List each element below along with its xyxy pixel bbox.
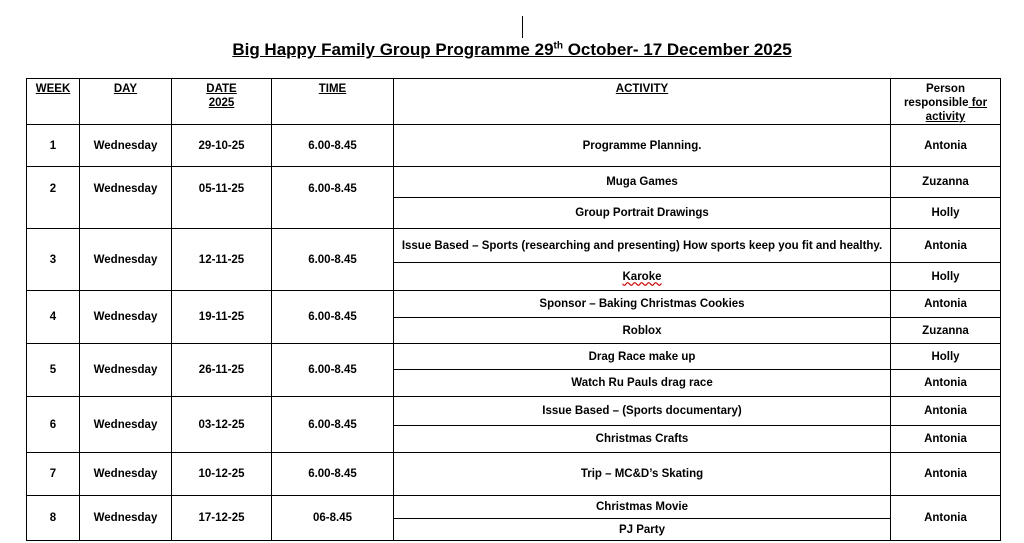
table-row [27, 397, 1001, 426]
activity-cell [394, 263, 891, 291]
time-cell: 06-8.45 [272, 496, 394, 541]
week-cell: 4 [27, 291, 80, 344]
programme-table [26, 78, 1001, 541]
time-cell: 6.00-8.45 [272, 291, 394, 344]
time-cell: 6.00-8.45 [272, 397, 394, 453]
header-day: DAY [80, 79, 172, 125]
activity-cell: Issue Based – Sports (researching and presenting) How sports keep you fit and healthy. [394, 229, 891, 263]
table-row [27, 496, 1001, 519]
person-cell: Antonia [891, 426, 1001, 453]
person-cell: Antonia [891, 229, 1001, 263]
activity-cell: Roblox [394, 318, 891, 344]
table-row [27, 291, 1001, 318]
header-activity: ACTIVITY [394, 79, 891, 125]
day-cell: Wednesday [80, 125, 172, 167]
day-cell: Wednesday [80, 453, 172, 496]
spellcheck-flagged-word: Karoke [622, 270, 662, 283]
date-cell: 03-12-25 [172, 397, 272, 453]
activity-cell: Christmas Movie [394, 496, 891, 519]
week-cell: 3 [27, 229, 80, 291]
person-cell: Holly [891, 198, 1001, 229]
week-cell: 5 [27, 344, 80, 397]
activity-cell: Programme Planning. [394, 125, 891, 167]
activity-cell: Watch Ru Pauls drag race [394, 370, 891, 397]
week-cell: 8 [27, 496, 80, 541]
date-cell: 10-12-25 [172, 453, 272, 496]
activity-cell: Sponsor – Baking Christmas Cookies [394, 291, 891, 318]
person-cell: Antonia [891, 453, 1001, 496]
header-person: Person responsible for activity [891, 79, 1001, 125]
header-week: WEEK [27, 79, 80, 125]
date-cell: 19-11-25 [172, 291, 272, 344]
activity-cell: PJ Party [394, 519, 891, 541]
table-row [27, 167, 1001, 198]
table-row [27, 229, 1001, 263]
day-cell: Wednesday [80, 167, 172, 229]
header-row [27, 79, 1001, 125]
person-cell: Holly [891, 344, 1001, 370]
person-cell: Antonia [891, 496, 1001, 541]
person-cell: Antonia [891, 397, 1001, 426]
time-cell: 6.00-8.45 [272, 125, 394, 167]
week-cell: 2 [27, 167, 80, 229]
day-cell: Wednesday [80, 344, 172, 397]
date-cell: 17-12-25 [172, 496, 272, 541]
day-cell: Wednesday [80, 291, 172, 344]
date-cell: 12-11-25 [172, 229, 272, 291]
activity-cell: Christmas Crafts [394, 426, 891, 453]
activity-cell: Group Portrait Drawings [394, 198, 891, 229]
person-cell: Holly [891, 263, 1001, 291]
day-cell: Wednesday [80, 496, 172, 541]
person-cell: Antonia [891, 291, 1001, 318]
text-cursor [522, 16, 523, 38]
week-cell: 1 [27, 125, 80, 167]
activity-cell: Muga Games [394, 167, 891, 198]
day-cell: Wednesday [80, 229, 172, 291]
table-row [27, 125, 1001, 167]
day-cell: Wednesday [80, 397, 172, 453]
time-cell: 6.00-8.45 [272, 453, 394, 496]
person-cell: Zuzanna [891, 167, 1001, 198]
time-cell: 6.00-8.45 [272, 229, 394, 291]
table-row [27, 453, 1001, 496]
date-cell: 05-11-25 [172, 167, 272, 229]
activity-cell: Drag Race make up [394, 344, 891, 370]
page-title: Big Happy Family Group Programme 29th October- 17 December 2025 [232, 40, 792, 59]
header-date: DATE 2025 [172, 79, 272, 125]
time-cell: 6.00-8.45 [272, 344, 394, 397]
table-row [27, 344, 1001, 370]
person-cell: Antonia [891, 370, 1001, 397]
date-cell: 29-10-25 [172, 125, 272, 167]
person-cell: Zuzanna [891, 318, 1001, 344]
date-cell: 26-11-25 [172, 344, 272, 397]
time-cell: 6.00-8.45 [272, 167, 394, 229]
person-cell: Antonia [891, 125, 1001, 167]
header-time: TIME [272, 79, 394, 125]
week-cell: 7 [27, 453, 80, 496]
activity-cell: Issue Based – (Sports documentary) [394, 397, 891, 426]
week-cell: 6 [27, 397, 80, 453]
activity-cell: Trip – MC&D’s Skating [394, 453, 891, 496]
